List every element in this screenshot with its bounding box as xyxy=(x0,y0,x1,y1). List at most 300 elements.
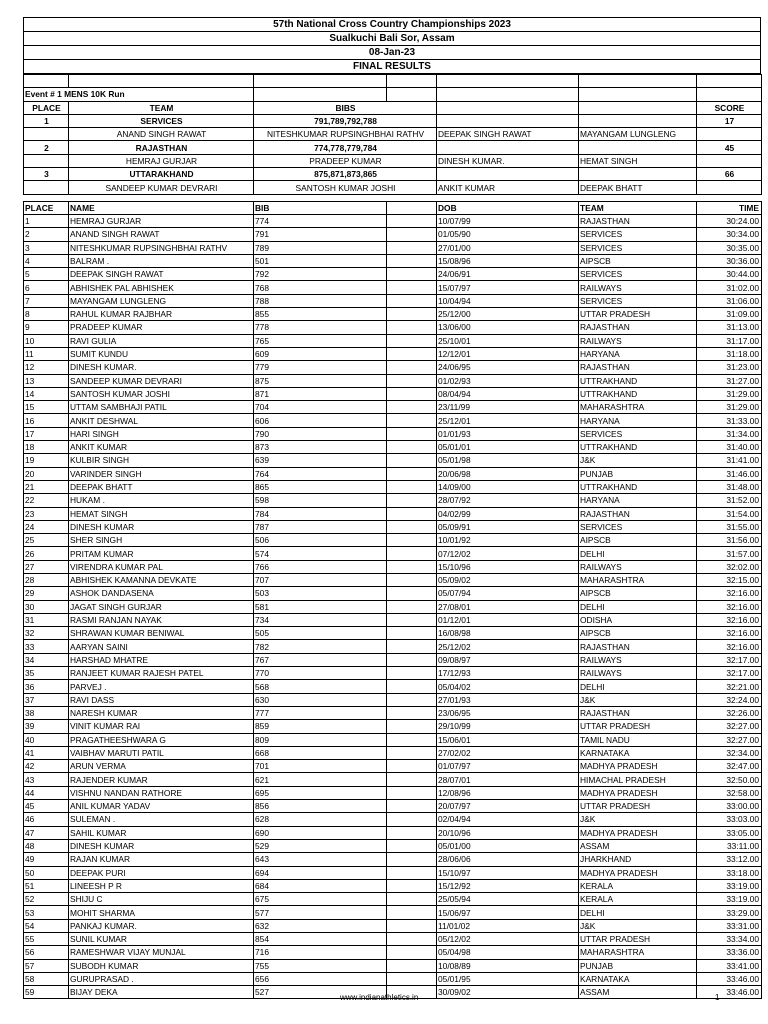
result-place: 16 xyxy=(24,414,69,427)
result-name: SULEMAN . xyxy=(69,813,254,826)
team-member: PRADEEP KUMAR xyxy=(254,154,437,167)
result-team: RAJASTHAN xyxy=(579,321,697,334)
result-bib: 704 xyxy=(254,401,387,414)
result-time: 31:17.00 xyxy=(697,334,762,347)
team-row xyxy=(24,168,762,181)
result-row xyxy=(24,587,762,600)
result-row xyxy=(24,414,762,427)
result-time: 31:55.00 xyxy=(697,520,762,533)
result-team: KERALA xyxy=(579,893,697,906)
result-place: 19 xyxy=(24,454,69,467)
result-name: VIRENDRA KUMAR PAL xyxy=(69,560,254,573)
empty-cell xyxy=(387,972,437,985)
empty-cell xyxy=(387,467,437,480)
result-name: SANDEEP KUMAR DEVRARI xyxy=(69,374,254,387)
result-bib: 873 xyxy=(254,441,387,454)
result-row xyxy=(24,653,762,666)
empty-cell xyxy=(387,879,437,892)
result-time: 32:50.00 xyxy=(697,773,762,786)
result-place: 18 xyxy=(24,441,69,454)
result-name: SANTOSH KUMAR JOSHI xyxy=(69,387,254,400)
empty-cell xyxy=(387,534,437,547)
result-time: 32:26.00 xyxy=(697,706,762,719)
result-row xyxy=(24,826,762,839)
team-place: 3 xyxy=(24,168,69,181)
empty-cell xyxy=(387,387,437,400)
result-place: 2 xyxy=(24,228,69,241)
result-time: 32:16.00 xyxy=(697,640,762,653)
empty-cell xyxy=(387,959,437,972)
result-place: 1 xyxy=(24,214,69,227)
result-row xyxy=(24,733,762,746)
result-bib: 675 xyxy=(254,893,387,906)
empty-cell xyxy=(387,640,437,653)
result-row xyxy=(24,959,762,972)
result-team: DELHI xyxy=(579,547,697,560)
result-dob: 25/05/94 xyxy=(437,893,579,906)
result-row xyxy=(24,401,762,414)
team-member: NITESHKUMAR RUPSINGHBHAI RATHV xyxy=(254,128,437,141)
result-row xyxy=(24,706,762,719)
result-place: 27 xyxy=(24,560,69,573)
empty-cell xyxy=(387,427,437,440)
result-row xyxy=(24,600,762,613)
result-time: 33:41.00 xyxy=(697,959,762,972)
empty-cell xyxy=(579,168,697,181)
result-place: 6 xyxy=(24,281,69,294)
result-time: 31:56.00 xyxy=(697,534,762,547)
result-time: 32:16.00 xyxy=(697,600,762,613)
result-dob: 05/04/98 xyxy=(437,946,579,959)
result-row xyxy=(24,427,762,440)
result-bib: 777 xyxy=(254,706,387,719)
result-name: DINESH KUMAR. xyxy=(69,361,254,374)
result-name: RAVI DASS xyxy=(69,693,254,706)
team-score: 66 xyxy=(697,168,762,181)
result-time: 31:29.00 xyxy=(697,387,762,400)
result-row xyxy=(24,214,762,227)
result-team: ODISHA xyxy=(579,613,697,626)
result-team: HIMACHAL PRADESH xyxy=(579,773,697,786)
result-team: RAILWAYS xyxy=(579,560,697,573)
result-bib: 690 xyxy=(254,826,387,839)
result-time: 30:34.00 xyxy=(697,228,762,241)
result-time: 33:34.00 xyxy=(697,933,762,946)
empty-cell xyxy=(387,773,437,786)
result-time: 33:05.00 xyxy=(697,826,762,839)
result-bib: 755 xyxy=(254,959,387,972)
result-bib: 632 xyxy=(254,919,387,932)
result-dob: 17/12/93 xyxy=(437,667,579,680)
result-row xyxy=(24,906,762,919)
result-bib: 695 xyxy=(254,786,387,799)
result-row xyxy=(24,268,762,281)
empty-cell xyxy=(387,813,437,826)
empty-cell xyxy=(387,308,437,321)
result-dob: 08/04/94 xyxy=(437,387,579,400)
result-dob: 05/07/94 xyxy=(437,587,579,600)
empty-cell xyxy=(387,600,437,613)
result-team: SERVICES xyxy=(579,268,697,281)
empty-cell xyxy=(387,706,437,719)
result-row xyxy=(24,347,762,360)
result-bib: 707 xyxy=(254,573,387,586)
event-date: 08-Jan-23 xyxy=(23,46,761,60)
result-name: SHRAWAN KUMAR BENIWAL xyxy=(69,627,254,640)
result-dob: 25/10/01 xyxy=(437,334,579,347)
result-row xyxy=(24,680,762,693)
result-bib: 768 xyxy=(254,281,387,294)
result-dob: 23/11/99 xyxy=(437,401,579,414)
result-team: RAJASTHAN xyxy=(579,361,697,374)
result-place: 21 xyxy=(24,480,69,493)
empty-cell xyxy=(387,919,437,932)
result-bib: 791 xyxy=(254,228,387,241)
result-name: ANKIT DESHWAL xyxy=(69,414,254,427)
event-name: Event # 1 MENS 10K Run xyxy=(24,88,254,101)
result-place: 52 xyxy=(24,893,69,906)
result-name: RAMESHWAR VIJAY MUNJAL xyxy=(69,946,254,959)
result-bib: 859 xyxy=(254,720,387,733)
result-bib: 865 xyxy=(254,480,387,493)
empty-cell xyxy=(387,294,437,307)
result-time: 30:36.00 xyxy=(697,254,762,267)
result-dob: 01/12/01 xyxy=(437,613,579,626)
result-bib: 621 xyxy=(254,773,387,786)
result-row xyxy=(24,454,762,467)
result-dob: 24/06/91 xyxy=(437,268,579,281)
result-bib: 639 xyxy=(254,454,387,467)
result-place: 34 xyxy=(24,653,69,666)
result-row xyxy=(24,933,762,946)
result-row xyxy=(24,866,762,879)
result-team: UTTAR PRADESH xyxy=(579,933,697,946)
result-row xyxy=(24,547,762,560)
result-bib: 643 xyxy=(254,853,387,866)
result-dob: 25/12/02 xyxy=(437,640,579,653)
result-bib: 875 xyxy=(254,374,387,387)
result-time: 31:52.00 xyxy=(697,494,762,507)
result-dob: 12/08/96 xyxy=(437,786,579,799)
result-dob: 25/12/00 xyxy=(437,308,579,321)
result-team: MADHYA PRADESH xyxy=(579,826,697,839)
empty-cell xyxy=(387,693,437,706)
team-member: DEEPAK BHATT xyxy=(579,181,697,194)
result-bib: 855 xyxy=(254,308,387,321)
result-place: 12 xyxy=(24,361,69,374)
empty-cell xyxy=(387,480,437,493)
result-name: SAHIL KUMAR xyxy=(69,826,254,839)
result-name: ABHISHEK KAMANNA DEVKATE xyxy=(69,573,254,586)
empty-cell xyxy=(24,128,69,141)
result-name: LINEESH P R xyxy=(69,879,254,892)
result-team: UTTRAKHAND xyxy=(579,480,697,493)
result-place: 37 xyxy=(24,693,69,706)
team-members-row xyxy=(24,128,762,141)
result-bib: 774 xyxy=(254,214,387,227)
empty-cell xyxy=(387,441,437,454)
result-row xyxy=(24,573,762,586)
result-team: MAHARASHTRA xyxy=(579,573,697,586)
result-place: 26 xyxy=(24,547,69,560)
result-place: 23 xyxy=(24,507,69,520)
blank-row xyxy=(24,75,762,88)
result-time: 32:21.00 xyxy=(697,680,762,693)
team-name: SERVICES xyxy=(69,114,254,127)
dob-header: DOB xyxy=(437,201,579,214)
empty-cell xyxy=(387,733,437,746)
footer-url[interactable]: www.indianathletics.in xyxy=(340,993,419,1002)
empty-cell xyxy=(387,520,437,533)
result-name: DEEPAK SINGH RAWAT xyxy=(69,268,254,281)
result-time: 32:27.00 xyxy=(697,733,762,746)
result-team: ASSAM xyxy=(579,986,697,999)
team-member: MAYANGAM LUNGLENG xyxy=(579,128,697,141)
empty-cell xyxy=(437,114,579,127)
empty-cell xyxy=(387,680,437,693)
empty-cell xyxy=(387,401,437,414)
team-member: ANKIT KUMAR xyxy=(437,181,579,194)
empty-cell xyxy=(387,507,437,520)
result-name: UTTAM SAMBHAJI PATIL xyxy=(69,401,254,414)
result-bib: 782 xyxy=(254,640,387,653)
result-place: 29 xyxy=(24,587,69,600)
result-time: 30:35.00 xyxy=(697,241,762,254)
name-header: NAME xyxy=(69,201,254,214)
result-dob: 24/06/95 xyxy=(437,361,579,374)
result-row xyxy=(24,853,762,866)
result-bib: 628 xyxy=(254,813,387,826)
result-row xyxy=(24,441,762,454)
result-time: 31:40.00 xyxy=(697,441,762,454)
result-bib: 527 xyxy=(254,986,387,999)
result-bib: 581 xyxy=(254,600,387,613)
result-dob: 28/07/01 xyxy=(437,773,579,786)
result-time: 31:02.00 xyxy=(697,281,762,294)
result-place: 24 xyxy=(24,520,69,533)
result-bib: 778 xyxy=(254,321,387,334)
empty-cell xyxy=(697,181,762,194)
empty-cell xyxy=(387,281,437,294)
result-bib: 656 xyxy=(254,972,387,985)
result-dob: 15/10/97 xyxy=(437,866,579,879)
team-member: DINESH KUMAR. xyxy=(437,154,579,167)
result-name: BIJAY DEKA xyxy=(69,986,254,999)
team-row xyxy=(24,141,762,154)
empty-cell xyxy=(387,906,437,919)
result-time: 32:16.00 xyxy=(697,627,762,640)
result-dob: 01/01/93 xyxy=(437,427,579,440)
result-name: PARVEJ . xyxy=(69,680,254,693)
result-bib: 871 xyxy=(254,387,387,400)
result-place: 41 xyxy=(24,746,69,759)
result-row xyxy=(24,613,762,626)
result-team: KARNATAKA xyxy=(579,972,697,985)
result-bib: 501 xyxy=(254,254,387,267)
result-place: 38 xyxy=(24,706,69,719)
result-time: 32:02.00 xyxy=(697,560,762,573)
result-place: 43 xyxy=(24,773,69,786)
result-place: 45 xyxy=(24,800,69,813)
team-place: 1 xyxy=(24,114,69,127)
team-bibs: 875,871,873,865 xyxy=(254,168,437,181)
result-name: PRITAM KUMAR xyxy=(69,547,254,560)
result-dob: 20/07/97 xyxy=(437,800,579,813)
result-dob: 14/09/00 xyxy=(437,480,579,493)
result-dob: 28/06/06 xyxy=(437,853,579,866)
empty-cell xyxy=(387,414,437,427)
result-place: 33 xyxy=(24,640,69,653)
result-dob: 20/10/96 xyxy=(437,826,579,839)
result-name: DEEPAK PURI xyxy=(69,866,254,879)
result-time: 31:46.00 xyxy=(697,467,762,480)
result-dob: 27/01/93 xyxy=(437,693,579,706)
result-row xyxy=(24,534,762,547)
result-dob: 15/08/96 xyxy=(437,254,579,267)
results-sheet xyxy=(23,17,761,1002)
result-dob: 10/01/92 xyxy=(437,534,579,547)
team-col-header: TEAM xyxy=(579,201,697,214)
empty-cell xyxy=(697,154,762,167)
result-dob: 10/04/94 xyxy=(437,294,579,307)
result-bib: 734 xyxy=(254,613,387,626)
result-name: SUMIT KUNDU xyxy=(69,347,254,360)
result-place: 15 xyxy=(24,401,69,414)
team-bibs: 774,778,779,784 xyxy=(254,141,437,154)
result-team: SERVICES xyxy=(579,294,697,307)
result-place: 9 xyxy=(24,321,69,334)
results-rows xyxy=(24,214,762,999)
result-time: 31:09.00 xyxy=(697,308,762,321)
result-name: HEMRAJ GURJAR xyxy=(69,214,254,227)
result-name: RAVI GULIA xyxy=(69,334,254,347)
result-place: 4 xyxy=(24,254,69,267)
result-team: SERVICES xyxy=(579,520,697,533)
result-name: VARINDER SINGH xyxy=(69,467,254,480)
result-dob: 28/07/92 xyxy=(437,494,579,507)
result-time: 31:29.00 xyxy=(697,401,762,414)
team-member: DEEPAK SINGH RAWAT xyxy=(437,128,579,141)
result-dob: 15/10/96 xyxy=(437,560,579,573)
result-team: RAJASTHAN xyxy=(579,214,697,227)
result-team: RAILWAYS xyxy=(579,667,697,680)
result-bib: 505 xyxy=(254,627,387,640)
empty-cell xyxy=(387,946,437,959)
result-team: ASSAM xyxy=(579,839,697,852)
result-team: AIPSCB xyxy=(579,254,697,267)
result-team: HARYANA xyxy=(579,414,697,427)
result-row xyxy=(24,972,762,985)
empty-cell xyxy=(387,241,437,254)
team-name: UTTARAKHAND xyxy=(69,168,254,181)
result-dob: 27/01/00 xyxy=(437,241,579,254)
result-time: 31:23.00 xyxy=(697,361,762,374)
result-time: 31:41.00 xyxy=(697,454,762,467)
result-time: 32:24.00 xyxy=(697,693,762,706)
result-team: RAILWAYS xyxy=(579,334,697,347)
result-name: ANIL KUMAR YADAV xyxy=(69,800,254,813)
empty-cell xyxy=(387,760,437,773)
result-time: 33:29.00 xyxy=(697,906,762,919)
result-team: DELHI xyxy=(579,680,697,693)
result-bib: 767 xyxy=(254,653,387,666)
team-member: ANAND SINGH RAWAT xyxy=(69,128,254,141)
team-members-row xyxy=(24,181,762,194)
result-dob: 05/01/98 xyxy=(437,454,579,467)
result-bib: 668 xyxy=(254,746,387,759)
empty-cell xyxy=(387,800,437,813)
result-name: MAYANGAM LUNGLENG xyxy=(69,294,254,307)
result-time: 32:16.00 xyxy=(697,613,762,626)
result-place: 8 xyxy=(24,308,69,321)
result-place: 49 xyxy=(24,853,69,866)
result-bib: 503 xyxy=(254,587,387,600)
empty-cell xyxy=(387,786,437,799)
result-time: 33:00.00 xyxy=(697,800,762,813)
result-team: UTTAR PRADESH xyxy=(579,720,697,733)
result-team: PUNJAB xyxy=(579,959,697,972)
result-place: 39 xyxy=(24,720,69,733)
result-team: AIPSCB xyxy=(579,627,697,640)
result-bib: 779 xyxy=(254,361,387,374)
result-time: 33:03.00 xyxy=(697,813,762,826)
result-team: J&K xyxy=(579,919,697,932)
result-place: 47 xyxy=(24,826,69,839)
result-place: 17 xyxy=(24,427,69,440)
empty-cell xyxy=(437,141,579,154)
result-row xyxy=(24,294,762,307)
result-bib: 630 xyxy=(254,693,387,706)
result-dob: 27/08/01 xyxy=(437,600,579,613)
result-row xyxy=(24,308,762,321)
result-name: RASMI RANJAN NAYAK xyxy=(69,613,254,626)
result-bib: 764 xyxy=(254,467,387,480)
empty-cell xyxy=(387,573,437,586)
result-dob: 29/10/99 xyxy=(437,720,579,733)
spacer-row xyxy=(24,194,762,201)
team-place: 2 xyxy=(24,141,69,154)
empty-cell xyxy=(387,933,437,946)
result-bib: 784 xyxy=(254,507,387,520)
result-bib: 606 xyxy=(254,414,387,427)
empty-cell xyxy=(387,454,437,467)
result-dob: 07/12/02 xyxy=(437,547,579,560)
result-time: 33:19.00 xyxy=(697,893,762,906)
result-place: 46 xyxy=(24,813,69,826)
result-name: VINIT KUMAR RAI xyxy=(69,720,254,733)
result-bib: 609 xyxy=(254,347,387,360)
result-time: 32:47.00 xyxy=(697,760,762,773)
team-member: SANTOSH KUMAR JOSHI xyxy=(254,181,437,194)
empty-cell xyxy=(387,653,437,666)
result-name: RANJEET KUMAR RAJESH PATEL xyxy=(69,667,254,680)
result-name: ANKIT KUMAR xyxy=(69,441,254,454)
result-name: SUBODH KUMAR xyxy=(69,959,254,972)
result-dob: 05/04/02 xyxy=(437,680,579,693)
empty-cell xyxy=(387,321,437,334)
result-place: 58 xyxy=(24,972,69,985)
result-dob: 15/12/92 xyxy=(437,879,579,892)
result-team: UTTAR PRADESH xyxy=(579,308,697,321)
result-row xyxy=(24,813,762,826)
result-dob: 13/06/00 xyxy=(437,321,579,334)
empty-cell xyxy=(387,613,437,626)
empty-cell xyxy=(387,547,437,560)
result-time: 32:58.00 xyxy=(697,786,762,799)
result-row xyxy=(24,919,762,932)
result-row xyxy=(24,879,762,892)
empty-cell xyxy=(387,746,437,759)
